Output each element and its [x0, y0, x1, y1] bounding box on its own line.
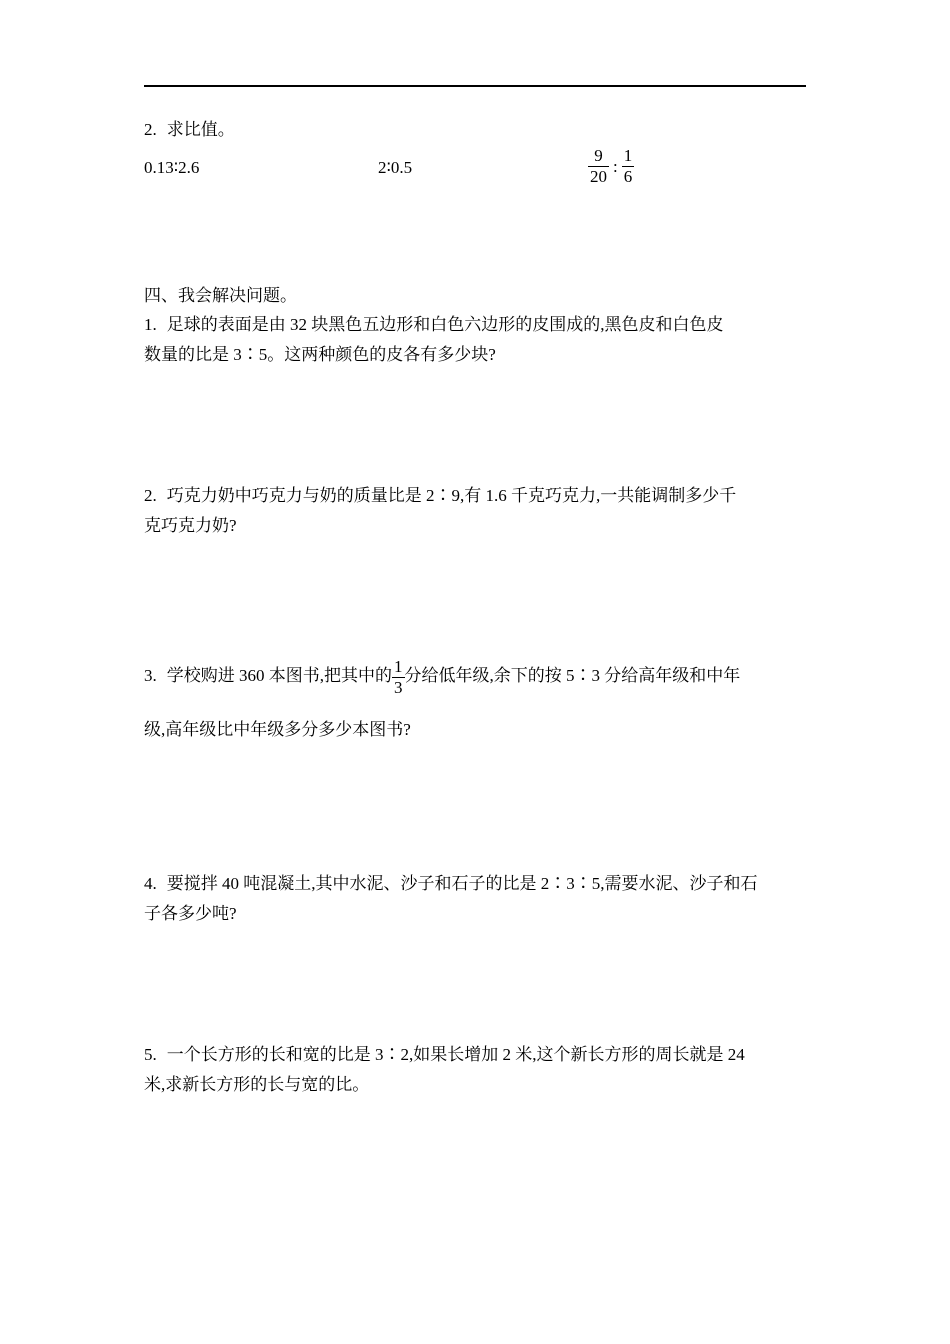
question3-text-line2: 级,高年级比中年级多分多少本图书?: [144, 720, 411, 739]
question1-text-line1: 足球的表面是由 32 块黑色五边形和白色六边形的皮围成的,黑色皮和白色皮: [166, 315, 724, 334]
question4-line1: [144, 872, 758, 896]
question2-number: 2.: [144, 486, 157, 505]
question3-number: 3.: [144, 666, 157, 685]
question5-line1: [144, 1043, 745, 1067]
question4-number: 4.: [144, 874, 157, 893]
fraction-numerator: 9: [588, 146, 609, 167]
question5-text-line2: 米,求新长方形的长与宽的比。: [144, 1075, 370, 1094]
top-rule: [144, 85, 806, 87]
question1-line1: [144, 313, 724, 337]
question1-text-line2: 数量的比是 3∶5。这两种颜色的皮各有多少块?: [144, 345, 496, 364]
ratio-colon: :: [613, 156, 618, 176]
question2-line1: [144, 484, 736, 508]
fraction-denominator: 20: [590, 167, 607, 186]
fraction-numerator: 1: [394, 656, 403, 676]
fraction-numerator: 1: [623, 146, 633, 165]
fraction-nine-twentieths: [588, 146, 609, 187]
ratio-item-c: [588, 146, 634, 187]
section4-title: 四、我会解决问题。: [144, 286, 297, 305]
question4-text-line1: 要搅拌 40 吨混凝土,其中水泥、沙子和石子的比是 2∶3∶5,需要水泥、沙子和石: [166, 874, 758, 893]
ratio-item-b: 2∶0.5: [378, 158, 413, 177]
question5-number: 5.: [144, 1045, 157, 1064]
question5-text-line1: 一个长方形的长和宽的比是 3∶2,如果长增加 2 米,这个新长方形的周长就是 24: [166, 1045, 745, 1064]
fraction-one-third: [392, 657, 405, 698]
ratio-item-a: 0.13∶2.6: [144, 158, 200, 177]
fraction-denominator: 6: [623, 167, 633, 186]
fraction-denominator: 3: [394, 677, 403, 697]
question3-line1: [144, 656, 740, 698]
question3-text-part1: 学校购进 360 本图书,把其中的: [166, 666, 392, 685]
question4-text-line2: 子各多少吨?: [144, 904, 237, 923]
fraction-one-sixth: [622, 146, 635, 187]
section2-heading-text: 求比值。: [166, 120, 235, 139]
question2-text-line1: 巧克力奶中巧克力与奶的质量比是 2∶9,有 1.6 千克巧克力,一共能调制多少千: [166, 486, 737, 505]
question1-number: 1.: [144, 315, 157, 334]
section2-heading: [144, 118, 235, 142]
section2-heading-number: 2.: [144, 120, 157, 139]
question2-text-line2: 克巧克力奶?: [144, 516, 237, 535]
question3-text-part2: 分给低年级,余下的按 5∶3 分给高年级和中年: [404, 666, 741, 685]
